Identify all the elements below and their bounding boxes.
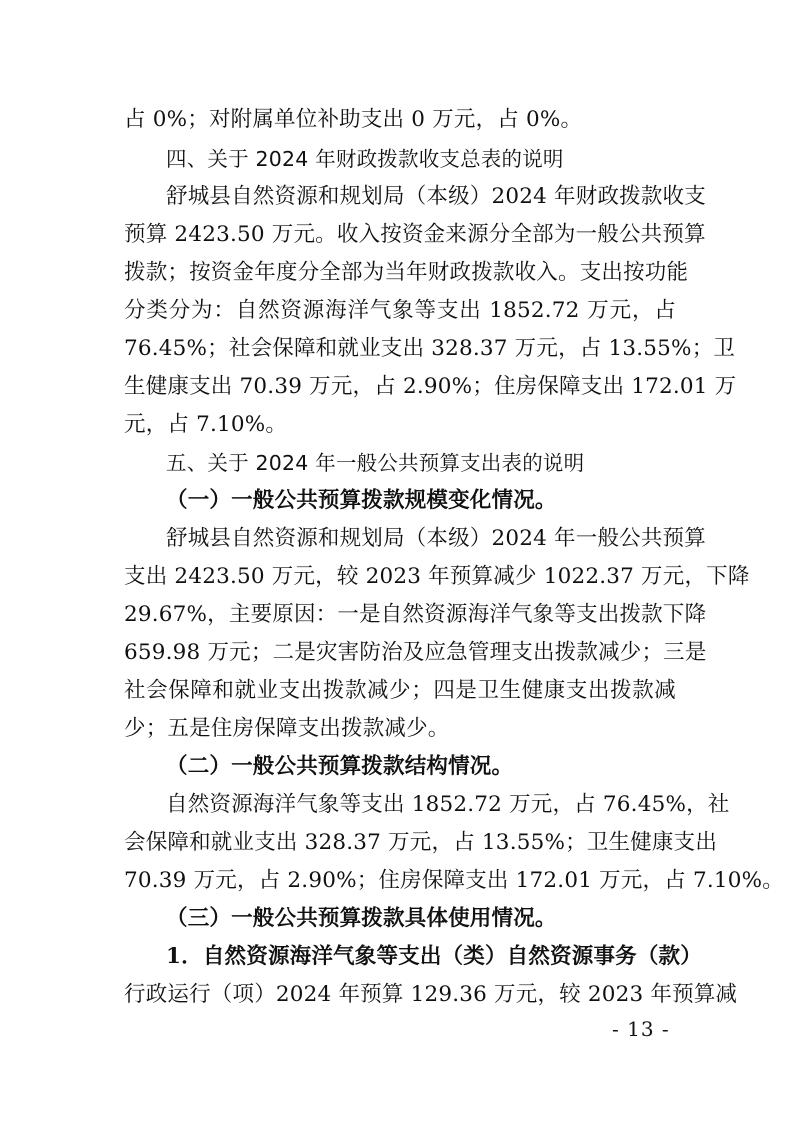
paragraph-line: 舒城县自然资源和规划局（本级）2024 年一般公共预算 bbox=[166, 526, 706, 551]
paragraph-line: 少；五是住房保障支出拨款减少。 bbox=[124, 716, 450, 741]
paragraph-line: 占 0%；对附属单位补助支出 0 万元，占 0%。 bbox=[124, 107, 583, 132]
subsection-heading: （一）一般公共预算拨款规模变化情况。 bbox=[166, 488, 557, 513]
paragraph-line: 预算 2423.50 万元。收入按资金来源分全部为一般公共预算 bbox=[124, 222, 706, 247]
paragraph-line: 659.98 万元；二是灾害防治及应急管理支出拨款减少；三是 bbox=[124, 640, 707, 665]
paragraph-line: 70.39 万元，占 2.90%；住房保障支出 172.01 万元，占 7.10%。 bbox=[124, 868, 784, 893]
paragraph-line: 29.67%，主要原因：一是自然资源海洋气象等支出拨款下降 bbox=[124, 602, 707, 627]
paragraph-line: 会保障和就业支出 328.37 万元，占 13.55%；卫生健康支出 bbox=[124, 830, 718, 855]
paragraph-line: 自然资源海洋气象等支出 1852.72 万元，占 76.45%，社 bbox=[166, 792, 730, 817]
section-heading: 五、关于 2024 年一般公共预算支出表的说明 bbox=[166, 451, 585, 475]
subsection-heading: （三）一般公共预算拨款具体使用情况。 bbox=[166, 906, 557, 931]
item-heading: 1．自然资源海洋气象等支出（类）自然资源事务（款） bbox=[166, 944, 702, 969]
paragraph-line: 76.45%；社会保障和就业支出 328.37 万元，占 13.55%；卫 bbox=[124, 336, 736, 361]
section-heading: 四、关于 2024 年财政拨款收支总表的说明 bbox=[166, 147, 564, 171]
paragraph-line: 行政运行（项）2024 年预算 129.36 万元，较 2023 年预算减 bbox=[124, 982, 738, 1007]
paragraph-line: 拨款；按资金年度分全部为当年财政拨款收入。支出按功能 bbox=[124, 260, 689, 285]
paragraph-line: 舒城县自然资源和规划局（本级）2024 年财政拨款收支 bbox=[166, 184, 706, 209]
paragraph-line: 支出 2423.50 万元，较 2023 年预算减少 1022.37 万元，下降 bbox=[124, 564, 750, 589]
paragraph-line: 社会保障和就业支出拨款减少；四是卫生健康支出拨款减 bbox=[124, 678, 676, 703]
subsection-heading: （二）一般公共预算拨款结构情况。 bbox=[166, 754, 514, 779]
paragraph-line: 分类分为：自然资源海洋气象等支出 1852.72 万元，占 bbox=[124, 298, 676, 323]
paragraph-line: 生健康支出 70.39 万元，占 2.90%；住房保障支出 172.01 万 bbox=[124, 374, 737, 399]
page-number: - 13 - bbox=[612, 1017, 670, 1041]
paragraph-line: 元，占 7.10%。 bbox=[124, 412, 288, 437]
